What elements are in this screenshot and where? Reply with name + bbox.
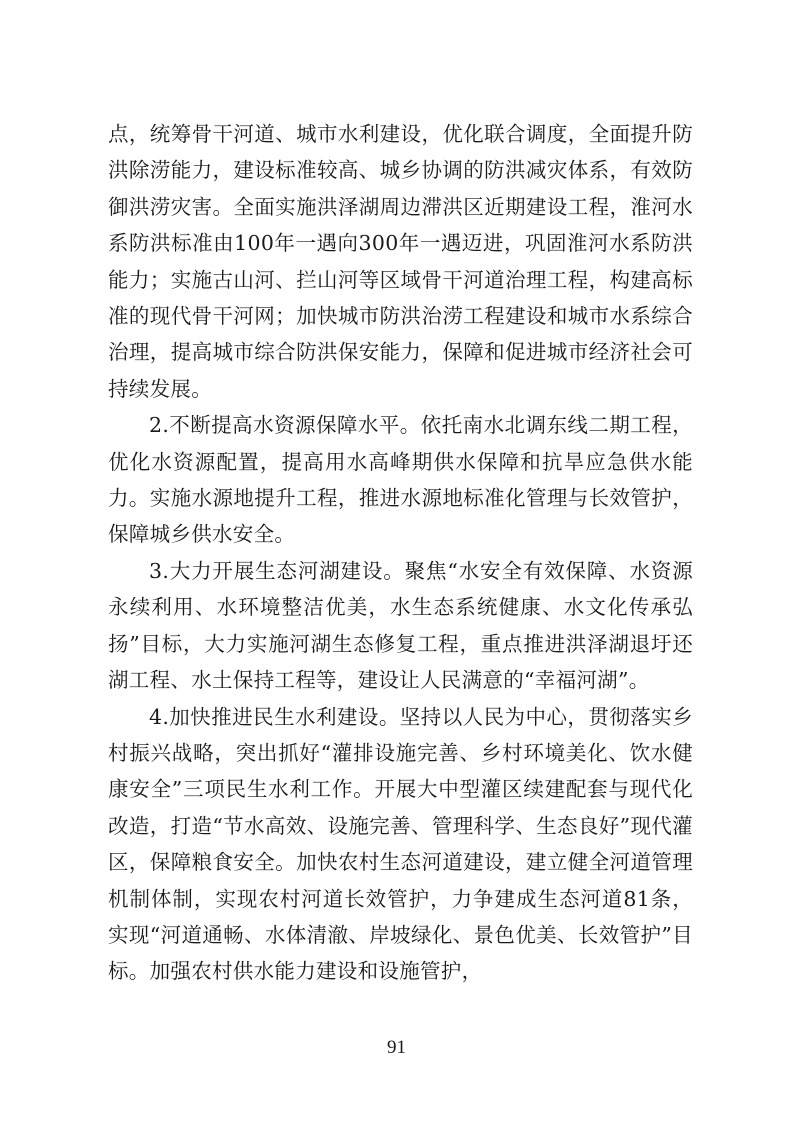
paragraph-livelihood-water: 4.加快推进民生水利建设。坚持以人民为中心，贯彻落实乡村振兴战略，突出抓好“灌排设施完善、乡村环境美化、饮水健康安全”三项民生水利工作。开展大中型灌区续建配套与现代化改造，打造“节水高效、设施完善、管理科学、生态良好”现代灌区，保障粮食安全。加快农村生态河道建设，建立健全河道管理机制体制，实现农村河道长效管护，力争建成生态河道81条，实现“河道通畅、水体清澈、岸坡绿化、景色优美、长效管护”目标。加强农村供水能力建设和设施管护， <box>108 704 693 984</box>
paragraph-water-resources: 2.不断提高水资源保障水平。依托南水北调东线二期工程，优化水资源配置，提高用水高峰期供水保障和抗旱应急供水能力。实施水源地提升工程，推进水源地标准化管理与长效管护，保障城乡供水安全。 <box>108 413 693 547</box>
paragraph-eco-rivers-lakes: 3.大力开展生态河湖建设。聚焦“水安全有效保障、水资源永续利用、水环境整洁优美，水生态系统健康、水文化传承弘扬”目标，大力实施河湖生态修复工程，重点推进洪泽湖退圩还湖工程、水土保持工程等，建设让人民满意的“幸福河湖”。 <box>108 558 693 693</box>
paragraph-continuation: 点，统筹骨干河道、城市水利建设，优化联合调度，全面提升防洪除涝能力，建设标准较高、城乡协调的防洪减灾体系，有效防御洪涝灾害。全面实施洪泽湖周边滞洪区近期建设工程，淮河水系防洪标准由100年一遇向300年一遇迈进，巩固淮河水系防洪能力；实施古山河、拦山河等区域骨干河道治理工程，构建高标准的现代骨干河网；加快城市防洪治涝工程建设和城市水系综合治理，提高城市综合防洪保安能力，保障和促进城市经济社会可持续发展。 <box>108 122 693 401</box>
page-number: 91 <box>387 1037 406 1058</box>
body-text <box>108 116 693 990</box>
